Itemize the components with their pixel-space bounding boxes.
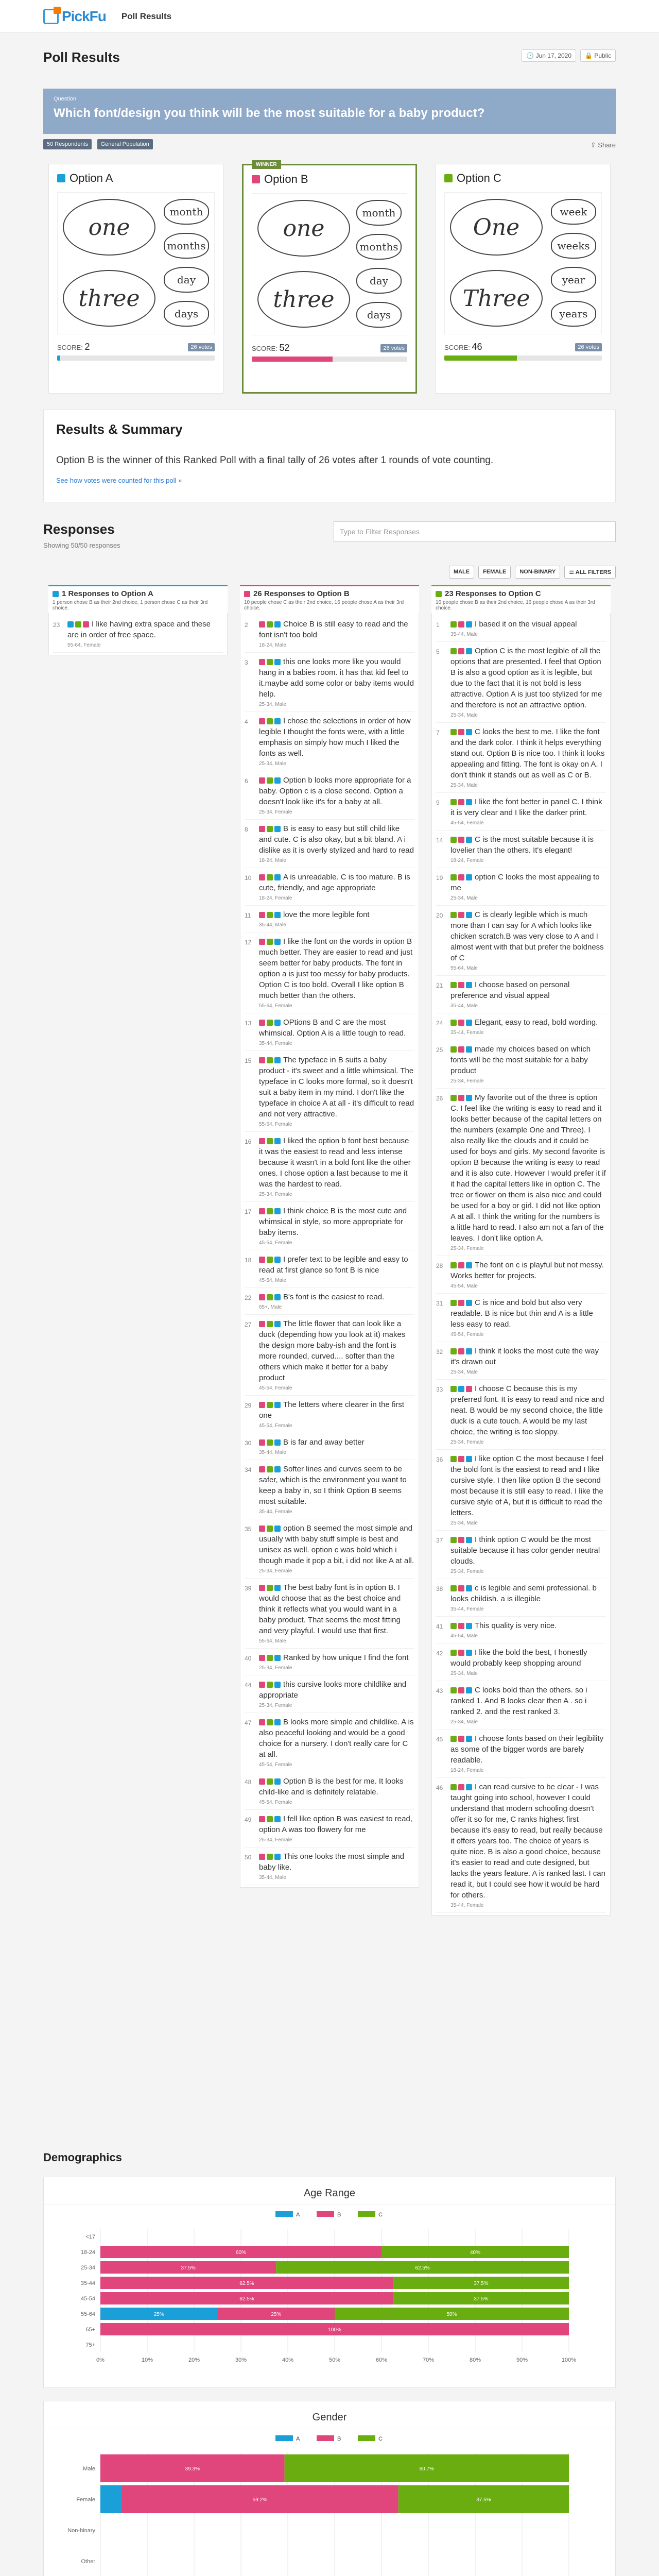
logo-text: PickFu: [62, 8, 106, 24]
votes-badge: 26 votes: [188, 343, 215, 351]
cloud-word: one: [257, 200, 350, 257]
response-item: 32 I think it looks the most cute the way it's drawn out 25-34, Male: [436, 1342, 606, 1380]
response-item: 16 I liked the option b font best because it was the easiest to read and less intense because it wasn't in a bold font like the other ones. I chose option a last because to me it was the hardest to read. 25-34, Female: [245, 1132, 414, 1202]
question-tags: [43, 139, 616, 151]
response-item: 14 C is the most suitable because it is lovelier than the others. It's elegant! 18-24, Female: [436, 831, 606, 868]
question-banner: [43, 89, 616, 134]
response-item: 10 A is unreadable. C is too mature. B is cute, friendly, and age appropriate 18-24, Female: [245, 868, 414, 906]
score-bar-fill: [57, 355, 60, 361]
rank-order-icons: [450, 1623, 472, 1629]
option-color-swatch: [57, 174, 65, 182]
rank-order-icons: [259, 659, 281, 665]
option-a-responses: [48, 585, 228, 655]
bubble-word: month: [164, 199, 209, 225]
winner-badge: WINNER: [252, 160, 281, 169]
response-item: 7 C looks the best to me. I like the font and the dark color. I think it helps everything stand out. Option B is nice too. I think it looks appealing and fitting. The font is okay on A. I don't think it stands out as well as C or B. 25-34, Male: [436, 723, 606, 793]
option-a-card: [48, 164, 223, 394]
legend-label: C: [378, 2436, 383, 2442]
y-category-label: 75+: [85, 2342, 95, 2348]
response-item: 29 The letters where clearer in the first one 45-54, Female: [245, 1396, 414, 1433]
rank-order-icons: [259, 621, 281, 628]
x-tick-label: 20%: [188, 2357, 200, 2363]
rank-order-icons: [259, 939, 281, 945]
response-item: 12 I like the font on the words in option B much better. They are easier to read and just seem better for baby products. The font in option a is just too messy for baby products. Option C is too bold. Overall I like option B much better than the others. 55-64, Female: [245, 933, 414, 1013]
option-title: Option B: [252, 173, 407, 186]
response-item: 15 The typeface in B suits a baby product - it's sweet and a little whimsical. The typeface in C looks more formal, so it doesn't suit a baby item in my mind. I don't like the typeface in choice A at all - it's difficult to read and not very attractive. 55-64, Female: [245, 1051, 414, 1132]
response-item: 28 The font on c is playful but not messy. Works better for projects. 45-54, Male: [436, 1256, 606, 1294]
cloud-word: three: [63, 270, 155, 327]
response-item: 11 love the more legible font 35-44, Male: [245, 906, 414, 933]
option-color-swatch: [444, 174, 453, 182]
rank-order-icons: [450, 1262, 472, 1268]
filter-male-button[interactable]: MALE: [449, 566, 474, 579]
bar-value-label: 62.5%: [239, 2281, 254, 2286]
bar-value-label: 50%: [446, 2312, 457, 2317]
legend-label: C: [378, 2212, 383, 2218]
response-item: 22 B's font is the easiest to read. 65+, Male: [245, 1288, 414, 1315]
response-item: 41 This quality is very nice. 45-54, Male: [436, 1617, 606, 1643]
column-header: 23 Responses to Option C 16 people chose B as their 2nd choice, 16 people chose A as their 3rd choice.: [431, 585, 611, 613]
response-item: 18 I prefer text to be legible and easy to read at first glance so font B is nice 45-54, Male: [245, 1250, 414, 1288]
demographics-header: [43, 2151, 616, 2166]
rank-order-icons: [450, 1348, 472, 1354]
response-item: 6 Option b looks more appropriate for a baby. Option c is a close second. Option a doesn't look like it's for a baby at all. 25-34, Female: [245, 771, 414, 820]
rank-order-icons: [259, 1057, 281, 1063]
bar-value-label: 60.7%: [419, 2466, 434, 2472]
cloud-word: three: [257, 271, 350, 328]
votes-badge: 26 votes: [575, 343, 602, 351]
summary-title: Results & Summary: [56, 421, 183, 437]
top-bar: [0, 0, 659, 33]
bar-value-label: 25%: [271, 2312, 282, 2317]
bubble-word: days: [356, 302, 402, 328]
legend-label: B: [337, 2436, 341, 2442]
x-tick-label: 90%: [516, 2357, 528, 2363]
rank-order-icons: [259, 1816, 281, 1822]
y-category-label: 35-44: [80, 2280, 95, 2286]
column-header: 26 Responses to Option B 10 people chose C as their 2nd choice, 16 people chose A as their 3rd choice.: [240, 585, 419, 613]
y-category-label: Male: [83, 2466, 95, 2472]
response-item: 3 this one looks more like you would hang in a babies room. it has that kid feel to it.maybe add some color or baby items would help. 25-34, Male: [245, 653, 414, 712]
rank-order-icons: [259, 1020, 281, 1026]
legend-label: A: [296, 2436, 300, 2442]
option-title: Option C: [444, 172, 602, 185]
response-item: 2 Choice B is still easy to read and the font isn't too bold 18-24, Male: [245, 615, 414, 653]
x-tick-label: 70%: [422, 2357, 435, 2363]
rank-order-icons: [259, 777, 281, 784]
rank-order-icons: [259, 826, 281, 832]
cloud-word: one: [63, 199, 155, 256]
rank-order-icons: [450, 982, 472, 988]
rank-order-icons: [259, 1719, 281, 1725]
response-item: 8 B is easy to easy but still child like and cute. C is also okay, but a bit bland. A i dislike as it is overly stylized and hard to read 18-24, Male: [245, 820, 414, 868]
bar-value-label: 100%: [328, 2327, 341, 2333]
score-bar-fill: [252, 357, 333, 362]
rank-order-icons: [450, 1585, 472, 1591]
rank-order-icons: [259, 1854, 281, 1860]
rank-order-icons: [259, 1655, 281, 1661]
bar-value-label: 60%: [235, 2250, 247, 2256]
rank-order-icons: [450, 1095, 472, 1101]
summary-text: Option B is the winner of this Ranked Poll with a final tally of 26 votes after 1 rounds of vote counting.: [56, 455, 494, 466]
all-filters-button[interactable]: ☰ ALL FILTERS: [564, 566, 616, 579]
y-category-label: Female: [76, 2497, 95, 2503]
response-item: 50 This one looks the most simple and baby like. 35-44, Male: [245, 1848, 414, 1885]
x-tick-label: 100%: [561, 2357, 577, 2363]
response-item: 4 I chose the selections in order of how legible I thought the fonts were, with a little emphasis on simply how much I liked the fonts as well. 25-34, Male: [245, 712, 414, 771]
rank-order-icons: [259, 1208, 281, 1214]
responses-count: Showing 50/50 responses: [43, 541, 120, 549]
response-item: 27 The little flower that can look like a duck (depending how you look at it) makes the design more baby-ish and the font is more rounded, curved.... softer than the others which make it better for a baby product 45-54, Female: [245, 1315, 414, 1396]
rank-order-icons: [450, 1650, 472, 1656]
rank-order-icons: [259, 718, 281, 724]
response-item: 47 B looks more simple and childlike. A is also peaceful looking and would be a good choice for a nursery. I don't really care for C at all. 45-54, Female: [245, 1713, 414, 1772]
y-category-label: Other: [81, 2558, 95, 2565]
responses-columns: [43, 585, 616, 2141]
votes-badge: 26 votes: [380, 344, 407, 352]
response-item: 9 I like the font better in panel C. I think it is very clear and I like the darker print. 45-54, Female: [436, 793, 606, 831]
response-item: 36 I like option C the most because I feel the bold font is the easiest to read and I like cursive style. I then like option B the second most because it is still easy to read. I like the cursive style of A, but it is difficult to read the letters. 25-34, Male: [436, 1450, 606, 1531]
rank-order-icons: [450, 837, 472, 843]
filter-nonbinary-button[interactable]: NON-BINARY: [515, 566, 560, 579]
x-tick-label: 0%: [96, 2357, 105, 2363]
age-chart-title: Age Range: [44, 2177, 615, 2205]
bar-value-label: 62.5%: [415, 2265, 430, 2271]
filter-female-button[interactable]: FEMALE: [478, 566, 511, 579]
response-item: 23 I like having extra space and these are in order of free space. 55-64, Female: [53, 615, 223, 653]
x-tick-label: 10%: [141, 2357, 153, 2363]
response-item: 1 I based it on the visual appeal 35-44, Male: [436, 615, 606, 642]
option-c-card: [436, 164, 611, 394]
nav-title: Poll Results: [121, 11, 172, 21]
rank-order-icons: [259, 874, 281, 880]
responses-title: Responses: [43, 521, 115, 537]
rank-order-icons: [450, 1456, 472, 1462]
rank-order-icons: [450, 621, 472, 628]
rank-order-icons: [259, 912, 281, 918]
bar-value-label: 37.5%: [181, 2265, 196, 2271]
response-item: 24 Elegant, easy to read, bold wording. 35-44, Female: [436, 1013, 606, 1040]
rank-order-icons: [450, 1300, 472, 1306]
x-tick-label: 40%: [282, 2357, 294, 2363]
score-bar: [252, 357, 407, 362]
vote-count-link[interactable]: See how votes were counted for this poll »: [56, 477, 182, 484]
options-grid: [43, 164, 616, 395]
rank-order-icons: [259, 1294, 281, 1300]
bar-value-label: 39.3%: [185, 2466, 200, 2472]
responses-header: [43, 521, 616, 581]
rank-order-icons: [450, 799, 472, 805]
legend-swatch: [275, 2435, 293, 2441]
bubble-word: week: [551, 199, 596, 225]
option-score: SCORE: 2 26 votes: [57, 342, 215, 352]
header: [43, 49, 616, 70]
x-tick-label: 50%: [328, 2357, 341, 2363]
y-category-label: 25-34: [80, 2265, 95, 2271]
audience-tag: General Population: [97, 139, 153, 149]
legend-label: B: [337, 2212, 341, 2218]
bar-value-label: 37.5%: [476, 2497, 491, 2503]
rank-order-icons: [259, 1138, 281, 1144]
response-item: 39 The best baby font is in option B. I would choose that as the best choice and think it reflects what you would want in a baby product. That seems the most fitting and very playful. I would use that first. 55-64, Male: [245, 1579, 414, 1649]
x-tick-label: 60%: [375, 2357, 388, 2363]
bubble-word: day: [356, 268, 402, 294]
cloud-word: Three: [450, 270, 543, 327]
rank-order-icons: [450, 729, 472, 735]
option-b-responses: [240, 585, 419, 1888]
gender-chart: [43, 2401, 616, 2576]
bubble-word: year: [551, 267, 596, 293]
bubble-word: days: [164, 301, 209, 327]
option-c-responses: [431, 585, 611, 1916]
option-score: SCORE: 52 26 votes: [252, 343, 407, 353]
response-item: 40 Ranked by how unique I find the font 25-34, Female: [245, 1649, 414, 1675]
response-item: 44 this cursive looks more childlike and appropriate 25-34, Female: [245, 1675, 414, 1713]
legend-swatch: [317, 2211, 334, 2217]
x-tick-label: 80%: [469, 2357, 481, 2363]
pickfu-logo[interactable]: [43, 8, 106, 25]
response-item: 46 I can read cursive to be clear - I was taught going into school, however I could understand that modern schooling doesn't offer it so for me, C ranks highest first because it's easy to read, but really because it offers years too. The choice of years is quite nice. B is also a good choice, because it's easier to read and cute designed, but lacks the years feature. A is ranked last. I can read it, but I could see how it would be hard for others. 35-44, Female: [436, 1778, 606, 1913]
bubble-word: months: [356, 234, 402, 260]
bubble-word: months: [164, 233, 209, 259]
column-header: 1 Responses to Option A 1 person chose B as their 2nd choice, 1 person chose C as their 3rd choice.: [48, 585, 228, 613]
bubble-word: years: [551, 301, 596, 327]
response-item: 21 I choose based on personal preference and visual appeal 35-44, Male: [436, 976, 606, 1013]
response-item: 38 c is legible and semi professional. b looks childish. a is illegible 35-44, Female: [436, 1579, 606, 1617]
option-title: Option A: [57, 172, 215, 185]
rank-order-icons: [259, 1439, 281, 1446]
bar-segment: [100, 2485, 122, 2513]
y-category-label: 65+: [85, 2327, 95, 2333]
age-chart-svg: [44, 2205, 615, 2385]
response-item: 31 C is nice and bold but also very readable. B is nice but thin and A is a little less easy to read. 45-54, Female: [436, 1294, 606, 1342]
rank-order-icons: [450, 648, 472, 654]
legend-label: A: [296, 2212, 300, 2218]
bar-value-label: 40%: [470, 2250, 481, 2256]
rank-order-icons: [450, 1736, 472, 1742]
response-item: 42 I like the bold the best, I honestly would probably keep shopping around 25-34, Male: [436, 1643, 606, 1681]
y-category-label: 18-24: [80, 2249, 95, 2256]
bar-value-label: 37.5%: [474, 2281, 489, 2286]
demographics-title: Demographics: [43, 2151, 122, 2164]
y-category-label: 45-54: [80, 2296, 95, 2302]
bar-value-label: 25%: [153, 2312, 164, 2317]
rank-order-icons: [259, 1466, 281, 1472]
bar-value-label: 62.5%: [239, 2296, 254, 2302]
gender-chart-title: Gender: [44, 2401, 615, 2429]
bubble-word: weeks: [551, 233, 596, 259]
question-label: Question: [54, 96, 77, 102]
legend-swatch: [358, 2211, 375, 2217]
score-bar: [444, 355, 602, 361]
score-bar: [57, 355, 215, 361]
rank-order-icons: [450, 1020, 472, 1026]
date-chip: 🕑 Jun 17, 2020: [522, 49, 576, 62]
bubble-word: day: [164, 267, 209, 293]
cloud-word: One: [450, 199, 543, 256]
response-item: 35 option B seemed the most simple and usually with baby stuff simple is best and unisex as well. option c was bold which i though made it pop a bit, i did not like A at all. 25-34, Female: [245, 1519, 414, 1579]
rank-order-icons: [450, 1784, 472, 1790]
response-item: 25 made my choices based on which fonts will be the most suitable for a baby product 25-34, Female: [436, 1040, 606, 1089]
response-item: 45 I choose fonts based on their legibility as some of the bigger words are barely readable. 18-24, Female: [436, 1730, 606, 1778]
response-item: 20 C is clearly legible which is much more than I can say for A which looks like chicken scratch.B was very close to A and I almost went with that but prefer the boldness of C 55-64, Male: [436, 906, 606, 976]
option-image[interactable]: [444, 192, 602, 334]
rank-order-icons: [259, 1778, 281, 1785]
page-title: Poll Results: [43, 49, 120, 65]
option-score: SCORE: 46 26 votes: [444, 342, 602, 352]
rank-order-icons: [259, 1402, 281, 1408]
response-item: 49 I fell like option B was easiest to read, option A was too flowery for me 25-34, Female: [245, 1810, 414, 1848]
share-button[interactable]: ⇪ Share: [590, 141, 616, 149]
respondents-tag: 50 Respondents: [43, 139, 92, 149]
rank-order-icons: [450, 1537, 472, 1543]
results-summary: [43, 410, 616, 502]
legend-swatch: [317, 2435, 334, 2441]
response-item: 17 I think choice B is the most cute and whimsical in style, so more appropriate for baby items. 45-54, Female: [245, 1202, 414, 1250]
y-category-label: <17: [85, 2234, 95, 2240]
score-bar-fill: [444, 355, 517, 361]
option-b-card: [242, 164, 417, 394]
y-category-label: 55-64: [80, 2311, 95, 2317]
legend-swatch: [275, 2211, 293, 2217]
filter-input[interactable]: Type to Filter Responses: [334, 521, 616, 542]
rank-order-icons: [450, 874, 472, 880]
option-image[interactable]: [57, 192, 215, 334]
response-item: 26 My favorite out of the three is option C. I feel like the writing is easy to read and it looks better because of the capital letters on the numbers (example One and Three). I also really like the clouds and it could be used for boys and girls. My second favorite is option B because the writing is easy to read and it is also cute. However I would prefer it if it had the capital letters like in option C. The tree or flower on them is also nice and could be used for a boy or girl. I did not like option A at all. I think the writing for the numbers is a little hard to read. I also am not a fan of the leaves. I don't like option A. 25-34, Female: [436, 1089, 606, 1256]
bar-value-label: 37.5%: [474, 2296, 489, 2302]
bar-value-label: 59.2%: [252, 2497, 268, 2503]
x-tick-label: 30%: [235, 2357, 247, 2363]
rank-order-icons: [450, 912, 472, 918]
rank-order-icons: [67, 621, 89, 628]
response-item: 30 B is far and away better 35-44, Male: [245, 1433, 414, 1460]
response-item: 37 I think option C would be the most suitable because it has color gender neutral clouds. 25-34, Female: [436, 1531, 606, 1579]
rank-order-icons: [259, 1321, 281, 1327]
question-text: Which font/design you think will be the most suitable for a baby product?: [54, 106, 485, 120]
rank-order-icons: [450, 1687, 472, 1693]
gender-chart-svg: [44, 2429, 615, 2576]
rank-order-icons: [259, 1585, 281, 1591]
response-item: 5 Option C is the most legible of all the options that are presented. I feel that Option B is also a good option as it is legible, but due to the fact that it is not bold is less attractive. Option A is just too stylized for me and therefore is not an attractive option. 25-34, Male: [436, 642, 606, 723]
rank-order-icons: [450, 1386, 472, 1392]
response-item: 33 I choose C because this is my preferred font. It is easy to read and nice and neat. B would be my second choice, the little duck is a cute touch. A would be my last choice, the writing is too sloppy. 25-34, Female: [436, 1380, 606, 1450]
age-range-chart: [43, 2177, 616, 2388]
option-color-swatch: [252, 175, 260, 183]
y-category-label: Non-binary: [67, 2528, 95, 2534]
response-item: 43 C looks bold than the others. so i ranked 1. And B looks clear then A . so i ranked 2. and the rest ranked 3. 25-34, Male: [436, 1681, 606, 1730]
bubble-word: month: [356, 200, 402, 226]
logo-icon: [43, 9, 59, 24]
response-item: 48 Option B is the best for me. It looks child-like and is definitely relatable. 45-54, Female: [245, 1772, 414, 1810]
rank-order-icons: [259, 1682, 281, 1688]
rank-order-icons: [259, 1257, 281, 1263]
response-item: 13 OPtions B and C are the most whimsical. Option A is a little tough to read. 35-44, Female: [245, 1013, 414, 1051]
response-item: 34 Softer lines and curves seem to be safer, which is the environment you want to keep a baby in, so I think Option B seems most suitable. 35-44, Female: [245, 1460, 414, 1519]
rank-order-icons: [259, 1526, 281, 1532]
option-image[interactable]: [252, 193, 407, 335]
legend-swatch: [358, 2435, 375, 2441]
response-item: 19 option C looks the most appealing to me 25-34, Male: [436, 868, 606, 906]
rank-order-icons: [450, 1046, 472, 1053]
visibility-chip[interactable]: 🔒 Public: [580, 49, 616, 62]
